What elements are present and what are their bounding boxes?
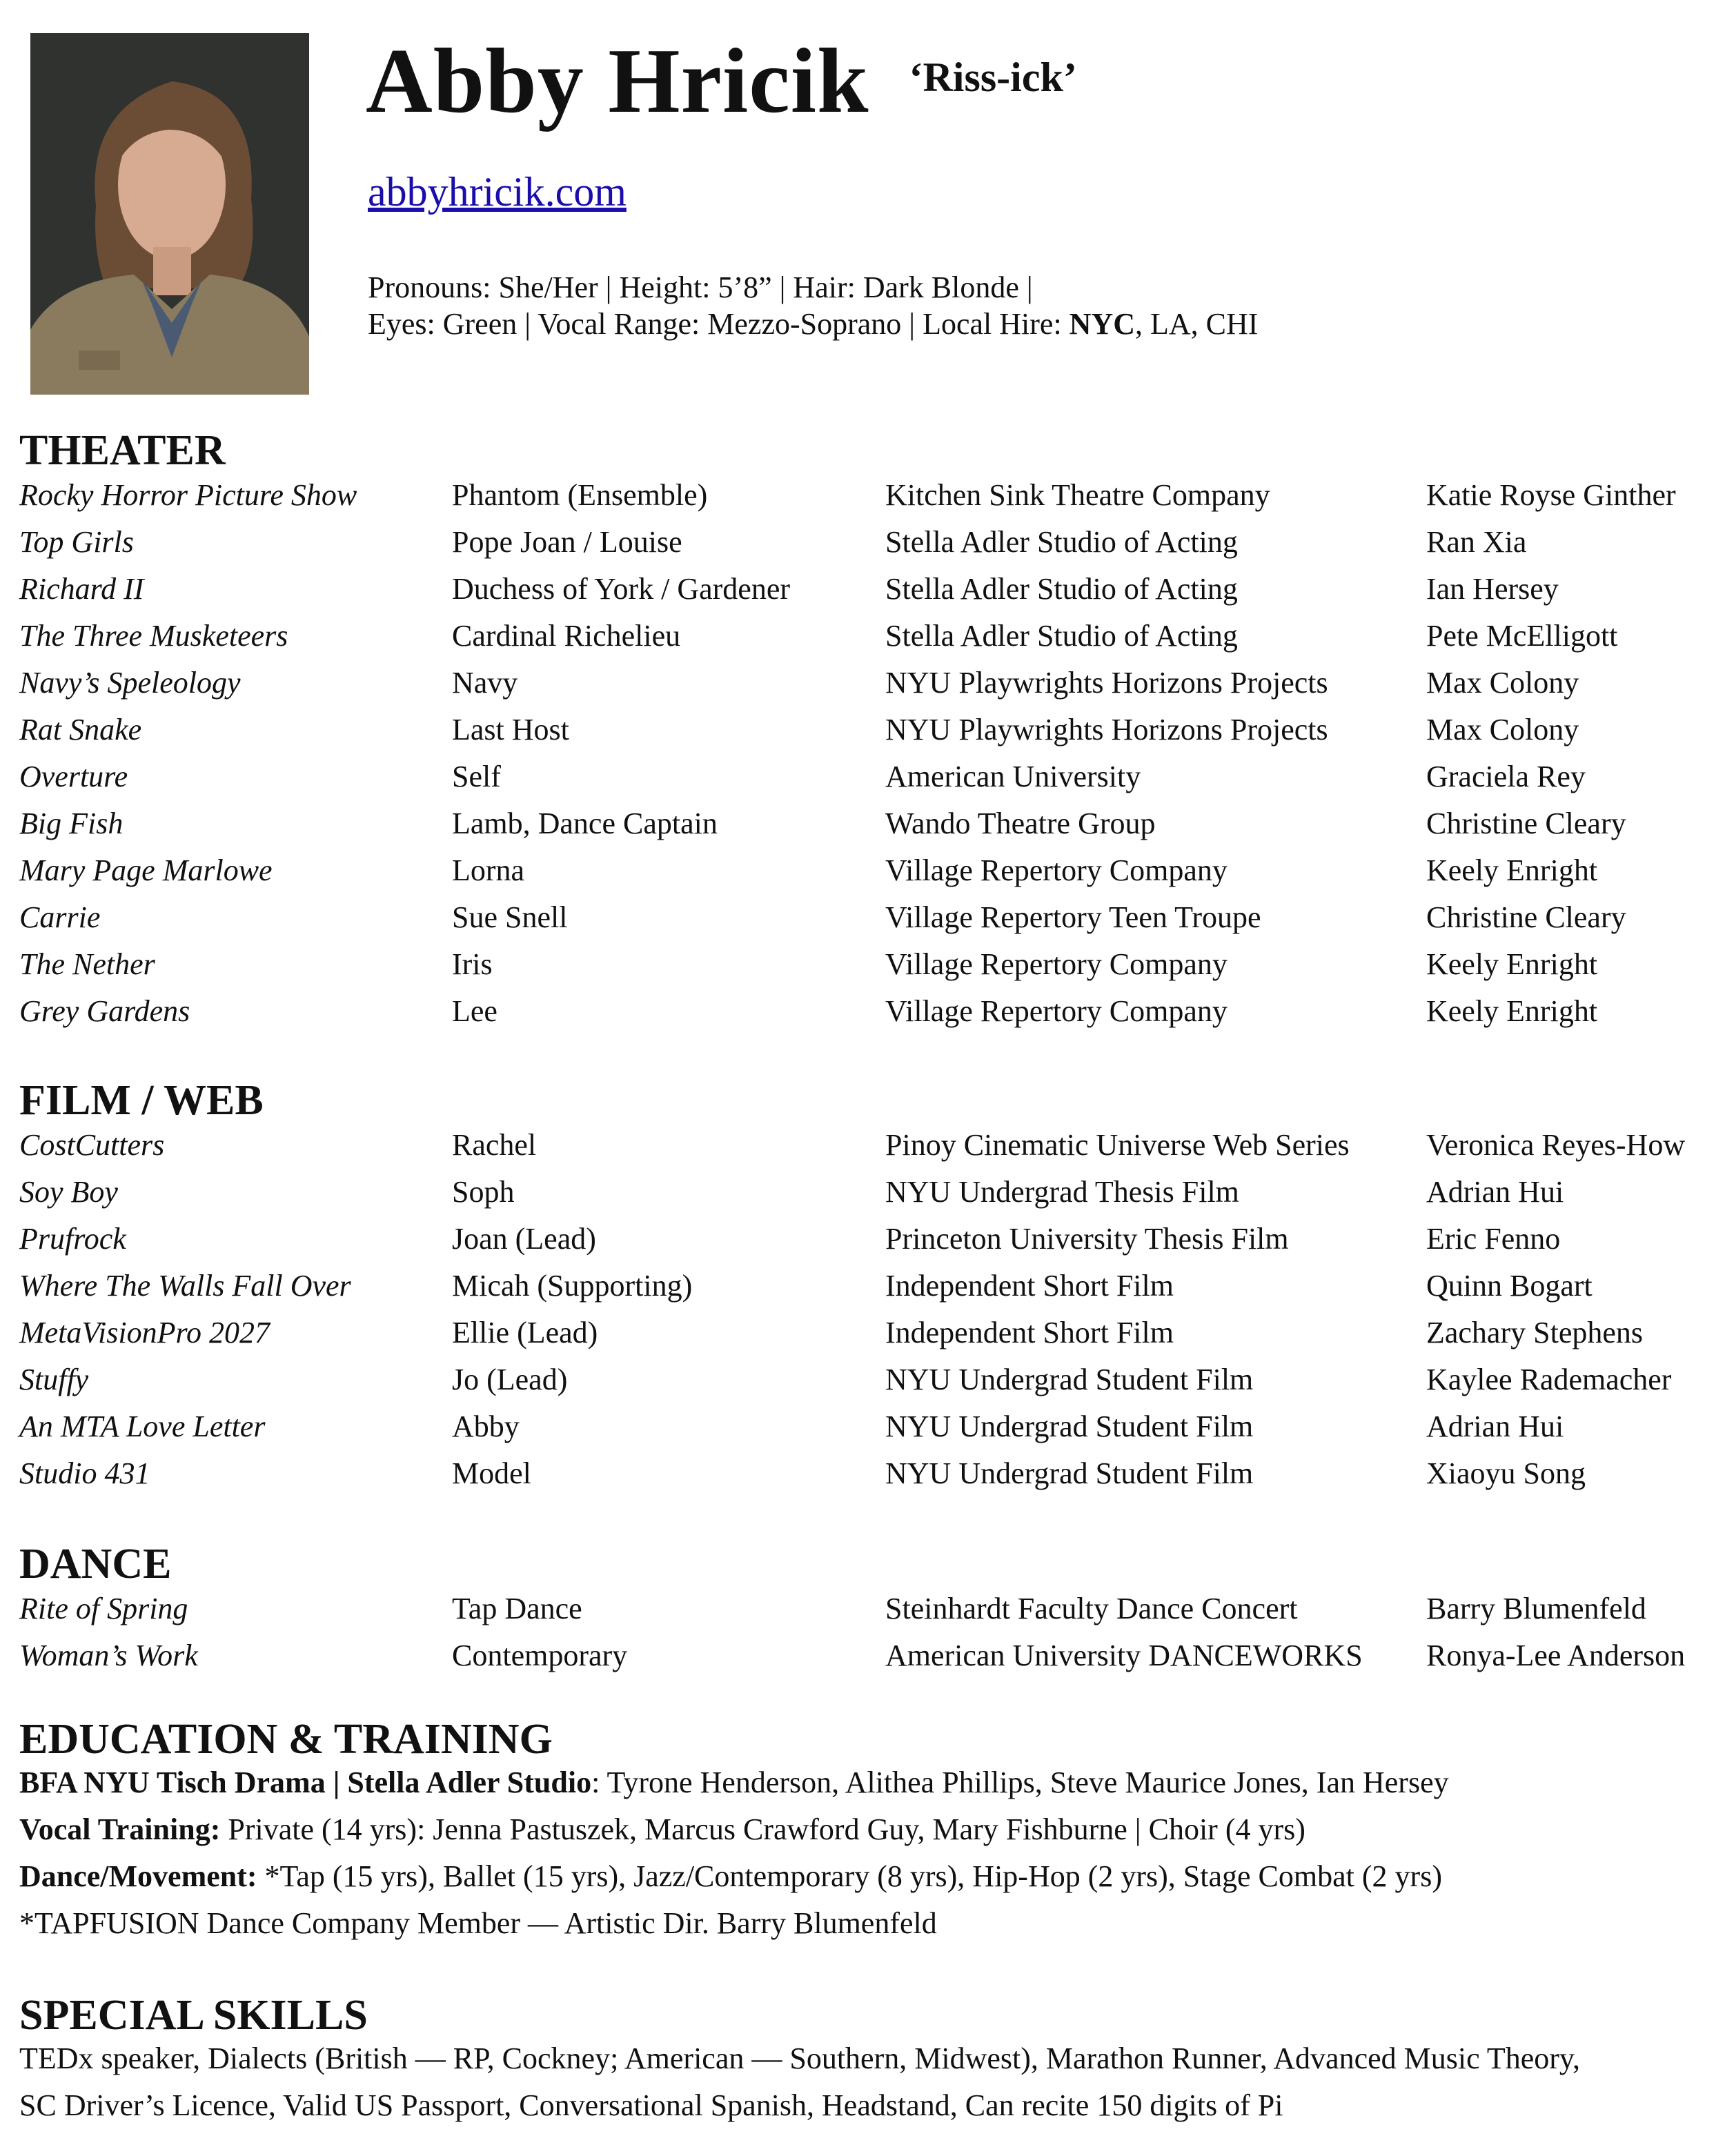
section-title-film: FILM / WEB bbox=[19, 1077, 264, 1124]
film-director: Xiaoyu Song bbox=[1426, 1456, 1586, 1490]
dance-director: Barry Blumenfeld bbox=[1426, 1592, 1646, 1625]
film-row bbox=[19, 1456, 1717, 1503]
theater-company: American University bbox=[885, 760, 1141, 793]
film-company: Independent Short Film bbox=[885, 1269, 1174, 1303]
theater-role: Lorna bbox=[452, 853, 525, 887]
theater-row bbox=[19, 900, 1717, 947]
theater-company: Stella Adler Studio of Acting bbox=[885, 525, 1238, 559]
theater-role: Navy bbox=[452, 666, 518, 700]
education-line-4: *TAPFUSION Dance Company Member — Artistic Dir. Barry Blumenfeld bbox=[19, 1906, 937, 1940]
film-role: Micah (Supporting) bbox=[452, 1269, 693, 1303]
stats-line-1: Pronouns: She/Her | Height: 5’8” | Hair: Dark Blonde | bbox=[368, 270, 1033, 304]
section-title-dance: DANCE bbox=[19, 1541, 172, 1588]
film-role: Rachel bbox=[452, 1128, 537, 1162]
theater-director: Katie Royse Ginther bbox=[1426, 478, 1676, 512]
film-title: An MTA Love Letter bbox=[19, 1410, 266, 1443]
theater-director: Keely Enright bbox=[1426, 947, 1598, 981]
vocal-training-text: Private (14 yrs): Jenna Pastuszek, Marcus Crawford Guy, Mary Fishburne | Choir (4 yrs) bbox=[220, 1812, 1305, 1846]
theater-director: Christine Cleary bbox=[1426, 900, 1626, 934]
film-company: NYU Undergrad Student Film bbox=[885, 1456, 1254, 1490]
theater-title: Big Fish bbox=[19, 807, 124, 840]
theater-role: Lee bbox=[452, 994, 497, 1028]
stats-block bbox=[368, 269, 1258, 342]
theater-title: The Three Musketeers bbox=[19, 619, 288, 653]
film-row bbox=[19, 1409, 1717, 1456]
vocal-training-label: Vocal Training: bbox=[19, 1812, 221, 1846]
theater-director: Keely Enright bbox=[1426, 994, 1598, 1028]
dance-company: Steinhardt Faculty Dance Concert bbox=[885, 1592, 1298, 1625]
film-row bbox=[19, 1362, 1717, 1409]
theater-row bbox=[19, 853, 1717, 900]
theater-role: Pope Joan / Louise bbox=[452, 525, 682, 559]
education-degree: BFA NYU Tisch Drama | Stella Adler Studio bbox=[19, 1766, 592, 1799]
film-row bbox=[19, 1127, 1717, 1174]
film-role: Soph bbox=[452, 1175, 515, 1209]
dance-row bbox=[19, 1638, 1717, 1685]
film-title: Studio 431 bbox=[19, 1456, 150, 1490]
website-link[interactable]: abbyhricik.com bbox=[368, 169, 627, 215]
theater-role: Duchess of York / Gardener bbox=[452, 572, 791, 606]
stats-line-2-suffix: , LA, CHI bbox=[1135, 307, 1259, 341]
theater-role: Phantom (Ensemble) bbox=[452, 478, 708, 512]
theater-director: Christine Cleary bbox=[1426, 807, 1626, 840]
dance-title: Woman’s Work bbox=[19, 1639, 198, 1672]
film-role: Jo (Lead) bbox=[452, 1363, 568, 1396]
skills-line-1: TEDx speaker, Dialects (British — RP, Cockney; American — Southern, Midwest), Marathon Runner, Advanced Music Theory, bbox=[19, 2041, 1581, 2075]
theater-role: Iris bbox=[452, 947, 493, 981]
local-hire-primary: NYC bbox=[1069, 307, 1135, 341]
theater-row bbox=[19, 524, 1717, 571]
film-company: Independent Short Film bbox=[885, 1316, 1174, 1349]
film-title: Prufrock bbox=[19, 1222, 126, 1256]
theater-title: Rat Snake bbox=[19, 713, 142, 746]
theater-company: Stella Adler Studio of Acting bbox=[885, 572, 1238, 606]
dance-role: Tap Dance bbox=[452, 1592, 582, 1625]
film-role: Ellie (Lead) bbox=[452, 1316, 598, 1349]
film-row bbox=[19, 1174, 1717, 1221]
theater-row bbox=[19, 759, 1717, 806]
film-company: NYU Undergrad Student Film bbox=[885, 1363, 1254, 1396]
actor-name: Abby Hricik bbox=[366, 30, 869, 132]
dance-row bbox=[19, 1591, 1717, 1638]
theater-director: Max Colony bbox=[1426, 713, 1579, 746]
film-role: Abby bbox=[452, 1410, 520, 1443]
dance-movement-text: *Tap (15 yrs), Ballet (15 yrs), Jazz/Contemporary (8 yrs), Hip-Hop (2 yrs), Stage Combat (2 yrs) bbox=[257, 1859, 1442, 1893]
theater-company: Village Repertory Company bbox=[885, 947, 1228, 981]
film-director: Eric Fenno bbox=[1426, 1222, 1561, 1256]
film-company: NYU Undergrad Student Film bbox=[885, 1410, 1254, 1443]
theater-director: Keely Enright bbox=[1426, 853, 1598, 887]
theater-company: Stella Adler Studio of Acting bbox=[885, 619, 1238, 653]
film-director: Adrian Hui bbox=[1426, 1410, 1564, 1443]
theater-row bbox=[19, 993, 1717, 1040]
theater-director: Pete McElligott bbox=[1426, 619, 1618, 653]
film-director: Zachary Stephens bbox=[1426, 1316, 1643, 1349]
dance-title: Rite of Spring bbox=[19, 1592, 188, 1625]
film-row bbox=[19, 1268, 1717, 1315]
theater-row bbox=[19, 477, 1717, 524]
theater-role: Cardinal Richelieu bbox=[452, 619, 681, 653]
theater-company: Village Repertory Company bbox=[885, 994, 1228, 1028]
theater-company: NYU Playwrights Horizons Projects bbox=[885, 713, 1328, 746]
education-teachers: : Tyrone Henderson, Alithea Phillips, Steve Maurice Jones, Ian Hersey bbox=[591, 1766, 1449, 1799]
film-title: Soy Boy bbox=[19, 1175, 118, 1209]
theater-row bbox=[19, 947, 1717, 993]
theater-title: Rocky Horror Picture Show bbox=[19, 478, 357, 512]
stats-line-2-prefix: Eyes: Green | Vocal Range: Mezzo-Soprano | Local Hire: bbox=[368, 307, 1070, 341]
theater-row bbox=[19, 665, 1717, 712]
theater-director: Graciela Rey bbox=[1426, 760, 1586, 793]
theater-title: Carrie bbox=[19, 900, 101, 934]
theater-title: Navy’s Speleology bbox=[19, 666, 241, 700]
pronunciation: ‘Riss-ick’ bbox=[909, 55, 1077, 100]
theater-company: Kitchen Sink Theatre Company bbox=[885, 478, 1270, 512]
film-title: MetaVisionPro 2027 bbox=[19, 1316, 270, 1349]
dance-role: Contemporary bbox=[452, 1639, 628, 1672]
theater-row bbox=[19, 806, 1717, 853]
theater-title: Grey Gardens bbox=[19, 994, 190, 1028]
theater-title: Richard II bbox=[19, 572, 144, 606]
education-line-1 bbox=[19, 1765, 1449, 1800]
theater-row bbox=[19, 712, 1717, 759]
theater-director: Ian Hersey bbox=[1426, 572, 1559, 606]
film-director: Veronica Reyes-How bbox=[1426, 1128, 1686, 1162]
theater-title: Mary Page Marlowe bbox=[19, 853, 273, 887]
film-company: Pinoy Cinematic Universe Web Series bbox=[885, 1128, 1350, 1162]
film-row bbox=[19, 1221, 1717, 1268]
section-title-theater: THEATER bbox=[19, 427, 226, 474]
film-director: Adrian Hui bbox=[1426, 1175, 1564, 1209]
section-title-skills: SPECIAL SKILLS bbox=[19, 1992, 368, 2039]
film-title: CostCutters bbox=[19, 1128, 165, 1162]
film-director: Quinn Bogart bbox=[1426, 1269, 1593, 1303]
theater-role: Self bbox=[452, 760, 501, 793]
theater-role: Sue Snell bbox=[452, 900, 568, 934]
education-line-3 bbox=[19, 1859, 1442, 1894]
theater-director: Ran Xia bbox=[1426, 525, 1527, 559]
film-company: Princeton University Thesis Film bbox=[885, 1222, 1289, 1256]
theater-row bbox=[19, 618, 1717, 665]
dance-director: Ronya-Lee Anderson bbox=[1426, 1639, 1686, 1672]
stats-line-2 bbox=[368, 306, 1258, 342]
dance-company: American University DANCEWORKS bbox=[885, 1639, 1363, 1672]
name-line bbox=[366, 28, 1077, 134]
section-title-education: EDUCATION & TRAINING bbox=[19, 1716, 553, 1763]
theater-company: NYU Playwrights Horizons Projects bbox=[885, 666, 1328, 700]
headshot-photo bbox=[30, 33, 309, 395]
education-line-2 bbox=[19, 1812, 1305, 1847]
film-row bbox=[19, 1315, 1717, 1362]
theater-company: Village Repertory Teen Troupe bbox=[885, 900, 1261, 934]
theater-title: Top Girls bbox=[19, 525, 134, 559]
theater-role: Lamb, Dance Captain bbox=[452, 807, 718, 840]
film-title: Stuffy bbox=[19, 1363, 89, 1396]
theater-director: Max Colony bbox=[1426, 666, 1579, 700]
theater-title: The Nether bbox=[19, 947, 155, 981]
film-company: NYU Undergrad Thesis Film bbox=[885, 1175, 1239, 1209]
film-title: Where The Walls Fall Over bbox=[19, 1269, 351, 1303]
theater-title: Overture bbox=[19, 760, 128, 793]
film-director: Kaylee Rademacher bbox=[1426, 1363, 1672, 1396]
theater-company: Village Repertory Company bbox=[885, 853, 1228, 887]
skills-line-2: SC Driver’s Licence, Valid US Passport, Conversational Spanish, Headstand, Can recite 150 digits of Pi bbox=[19, 2088, 1283, 2122]
theater-row bbox=[19, 571, 1717, 618]
theater-company: Wando Theatre Group bbox=[885, 807, 1156, 840]
dance-movement-label: Dance/Movement: bbox=[19, 1859, 257, 1893]
film-role: Model bbox=[452, 1456, 531, 1490]
film-role: Joan (Lead) bbox=[452, 1222, 596, 1256]
theater-role: Last Host bbox=[452, 713, 569, 746]
